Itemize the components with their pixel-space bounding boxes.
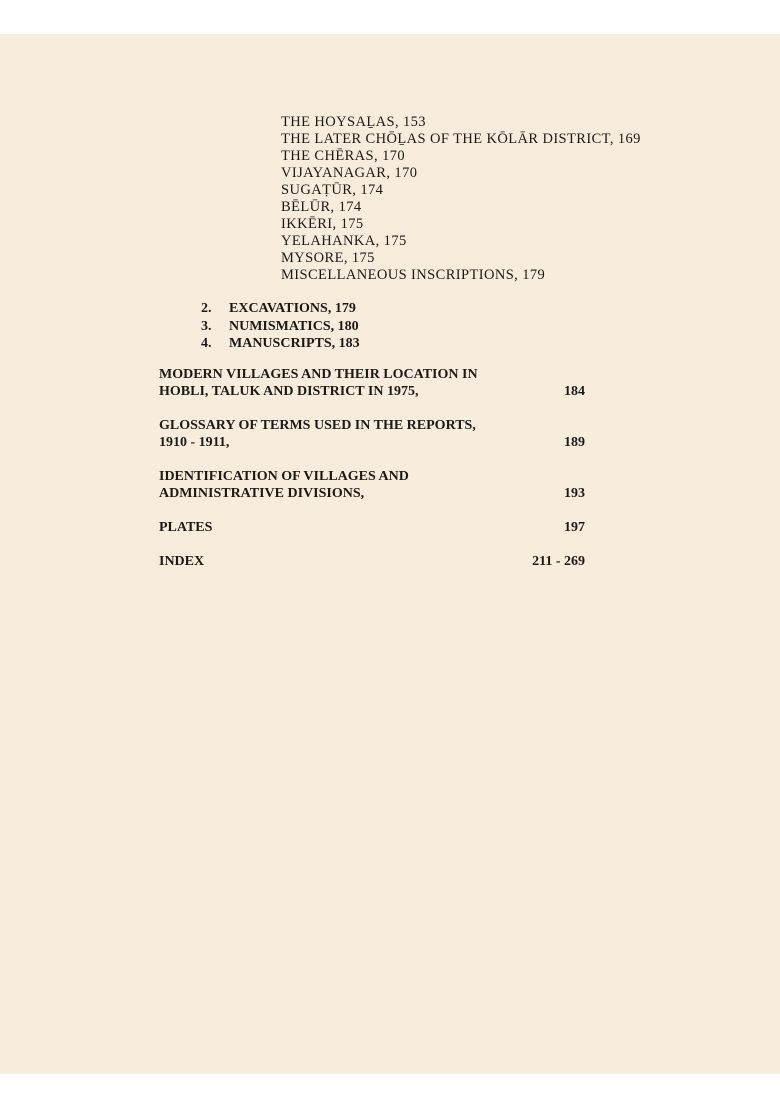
inscriptions-subsection-list xyxy=(281,114,641,284)
toc-subentry: THE CHĒRAS, 170 xyxy=(281,148,406,164)
toc-subentry: IKKĒRI, 175 xyxy=(281,216,364,232)
toc-subentry: THE LATER CHŌḺAS OF THE KŌLĀR DISTRICT, 169 xyxy=(281,131,641,147)
entry-page-number: 189 xyxy=(564,435,585,450)
entry-title-line: INDEX xyxy=(159,554,205,569)
entry-number: 3. xyxy=(201,318,212,334)
entry-title-line: ADMINISTRATIVE DIVISIONS, xyxy=(159,486,365,501)
toc-numbered-entry xyxy=(201,300,360,318)
entry-title-line: PLATES xyxy=(159,520,213,535)
toc-entry-glossary xyxy=(159,417,589,451)
entry-title: MANUSCRIPTS, 183 xyxy=(229,336,360,351)
numbered-section-list xyxy=(201,300,360,353)
toc-subentry: MYSORE, 175 xyxy=(281,250,375,266)
entry-title-line: 1910 - 1911, xyxy=(159,435,230,450)
main-toc-list xyxy=(159,366,589,587)
entry-page-number: 211 - 269 xyxy=(532,554,585,569)
toc-subentry: VIJAYANAGAR, 170 xyxy=(281,165,418,181)
toc-subentry: SUGAṬŪR, 174 xyxy=(281,182,384,198)
entry-title-line: GLOSSARY OF TERMS USED IN THE REPORTS, xyxy=(159,418,476,433)
entry-title-line: HOBLI, TALUK AND DISTRICT IN 1975, xyxy=(159,384,419,399)
document-page xyxy=(0,34,780,1074)
toc-subentry: THE HOYSAḺAS, 153 xyxy=(281,114,426,130)
toc-entry-identification xyxy=(159,468,589,502)
entry-page-number: 184 xyxy=(564,384,585,399)
toc-entry-modern-villages xyxy=(159,366,589,400)
toc-entry-index xyxy=(159,553,589,570)
toc-numbered-entry xyxy=(201,335,360,353)
toc-subentry: MISCELLANEOUS INSCRIPTIONS, 179 xyxy=(281,267,546,283)
entry-title: EXCAVATIONS, 179 xyxy=(229,301,356,316)
entry-page-number: 193 xyxy=(564,486,585,501)
toc-numbered-entry xyxy=(201,318,360,336)
entry-title: NUMISMATICS, 180 xyxy=(229,318,359,334)
entry-title-line: IDENTIFICATION OF VILLAGES AND xyxy=(159,469,409,484)
toc-subentry: BĒLŪR, 174 xyxy=(281,199,362,215)
entry-number: 2. xyxy=(201,301,212,316)
entry-page-number: 197 xyxy=(564,520,585,535)
toc-entry-plates xyxy=(159,519,589,536)
toc-subentry: YELAHANKA, 175 xyxy=(281,233,407,249)
entry-number: 4. xyxy=(201,336,212,351)
entry-title-line: MODERN VILLAGES AND THEIR LOCATION IN xyxy=(159,367,478,382)
